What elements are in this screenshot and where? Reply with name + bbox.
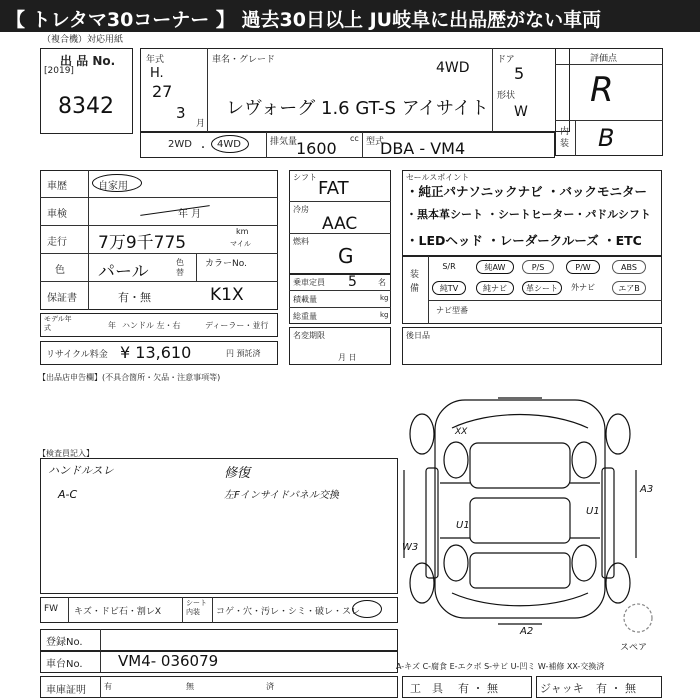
- equip-abs: ABS: [612, 260, 646, 274]
- shift-value: FAT: [318, 178, 349, 199]
- mileage-unit-km: km: [236, 227, 249, 236]
- header-note: （複合機）対応用紙: [42, 35, 124, 45]
- legend: A-キズ C-腐食 E-エクボ S-サビ U-凹ミ W-補修 XX-交換済: [396, 662, 605, 671]
- year-value: 27: [152, 82, 173, 101]
- equip-navi: 純ナビ: [476, 281, 514, 295]
- sales-point-1: ・純正パナソニックナビ ・バックモニター: [406, 184, 647, 199]
- lot-label: 出 品 No.: [60, 54, 116, 68]
- shape-value: W: [514, 104, 528, 120]
- sales-point-3: ・LEDヘッド ・レーダークルーズ ・ETC: [406, 233, 642, 248]
- year-label: 年式: [146, 55, 165, 65]
- interior-label: 内装: [560, 127, 570, 149]
- aircon-value: AAC: [322, 214, 358, 234]
- recycle-unit: 円 預託済: [226, 349, 261, 358]
- mark-u1-left: U1: [456, 520, 470, 531]
- model-year-unit: 年: [108, 321, 116, 330]
- mark-xx: XX: [455, 427, 468, 437]
- tools-label: 工 具: [410, 682, 443, 695]
- inspector-right-2: 左Fインサイドパネル交換: [224, 490, 339, 501]
- color-code-label: カラーNo.: [205, 259, 247, 269]
- recycle-value: ¥ 13,610: [120, 343, 192, 362]
- capacity-label: 乗車定員: [293, 278, 325, 287]
- displacement-value: 1600: [296, 139, 337, 158]
- mileage-value: 7万9千775: [98, 233, 187, 253]
- chassis-label: 車台No.: [46, 659, 83, 670]
- seat-text: コゲ・穴・汚レ・シミ・破レ・スレ: [216, 607, 361, 617]
- cert-label: 車庫証明: [46, 685, 86, 696]
- score-value: R: [590, 70, 614, 110]
- navi-model-label: ナビ型番: [436, 306, 468, 315]
- inspection-value: 年 月: [178, 209, 202, 220]
- history-label: 車歴: [47, 181, 67, 192]
- drive-2wd: 2WD: [168, 139, 192, 150]
- inspector-left-1: ハンドルスレ: [48, 464, 114, 477]
- mark-w3: W3: [402, 542, 419, 553]
- drive-4wd: 4WD: [217, 139, 241, 150]
- inspector-label: 【検査員記入】: [38, 449, 94, 458]
- year-month-unit: 月: [196, 119, 206, 129]
- warranty-value: 有・無: [118, 291, 151, 304]
- equip-sr: S/R: [442, 262, 456, 271]
- cert-opt-3: 済: [266, 682, 274, 691]
- fuel-value: G: [338, 244, 354, 268]
- chassis-value: VM4- 036079: [118, 652, 219, 670]
- shape-label: 形状: [497, 91, 516, 101]
- registration-label: 登録No.: [46, 637, 83, 648]
- color-label: 色: [55, 265, 65, 276]
- equip-leather: 革シート: [522, 281, 562, 295]
- model-year-handle: ハンドル 左・右: [122, 321, 181, 330]
- lot-tag: [2019]: [44, 66, 74, 76]
- seat-label: シート内装: [186, 599, 207, 616]
- model-label: 型式: [366, 137, 385, 147]
- mileage-unit-mile: マイル: [230, 240, 251, 248]
- cert-opt-2: 無: [186, 682, 194, 691]
- cert-row: [40, 676, 398, 698]
- history-value: 自家用: [98, 181, 128, 192]
- chassis-row: [40, 651, 398, 673]
- equip-pw: P/W: [566, 260, 600, 274]
- mark-a2: A2: [520, 626, 534, 637]
- fuel-label: 燃料: [293, 237, 309, 246]
- name-value: レヴォーグ 1.6 GT-S アイサイト: [226, 98, 489, 119]
- recycle-label: リサイクル料金: [46, 350, 108, 360]
- doors-value: 5: [514, 64, 525, 83]
- mark-a3: A3: [640, 484, 654, 495]
- inspector-left-2: A-C: [58, 488, 78, 501]
- later-date-label: 後日品: [406, 331, 430, 340]
- load-unit: kg: [380, 294, 389, 302]
- warranty-label: 保証書: [47, 293, 77, 304]
- sales-point-2: ・黒本革シート ・シートヒーター・パドルシフト: [406, 208, 651, 221]
- equip-tv: 純TV: [432, 281, 466, 295]
- inspector-box: [40, 458, 398, 594]
- later-date-box: [402, 327, 662, 365]
- color-code-value: K1X: [210, 285, 244, 305]
- name-label: 車名・グレード: [212, 55, 276, 65]
- jack-label: ジャッキ: [540, 682, 584, 695]
- spare-label: スペア: [620, 643, 648, 650]
- equip-airbag: エアB: [612, 281, 646, 295]
- model-year-label: モデル年式: [44, 315, 72, 332]
- capacity-unit: 名: [378, 278, 386, 287]
- banner-title: 【 トレタマ30コーナー 】 過去30日以上 JU岐阜に出品歴がない車両: [6, 9, 602, 31]
- fw-text: キズ・ドビ石・割レX: [74, 607, 161, 617]
- load-label: 積載量: [293, 295, 317, 304]
- color-change-label: 色替: [176, 258, 184, 277]
- equipment-label: 装備: [410, 270, 420, 294]
- name-drive-note: 4WD: [436, 60, 470, 76]
- doors-label: ドア: [497, 55, 515, 65]
- drive-separator: ・: [198, 143, 208, 154]
- fw-label: FW: [44, 604, 59, 614]
- sales-points-label: セールスポイント: [406, 173, 470, 182]
- year-era: H.: [150, 66, 164, 81]
- car-diagram: [400, 388, 690, 650]
- color-value: パール: [98, 262, 149, 282]
- equip-ext-navi: 外ナビ: [571, 283, 595, 292]
- seat-circle: [352, 600, 382, 618]
- weight-unit: kg: [380, 311, 389, 319]
- score-label: 評価点: [590, 54, 618, 64]
- displacement-unit: cc: [350, 134, 359, 143]
- model-year-dealer: ディーラー・並行: [205, 321, 269, 330]
- change-date-label: 名変期限: [293, 331, 325, 340]
- displacement-label: 排気量: [270, 137, 298, 147]
- inspection-label: 車検: [47, 209, 67, 220]
- year-month: 3: [176, 104, 186, 122]
- aircon-label: 冷房: [293, 205, 309, 214]
- model-value: DBA - VM4: [380, 139, 466, 158]
- change-date-unit: 月 日: [338, 353, 357, 362]
- jack-value: 有 ・ 無: [596, 682, 636, 695]
- notice-label: 【出品店申告欄】(不具合箇所・欠品・注意事項等): [38, 373, 221, 382]
- shift-label: シフト: [293, 173, 317, 182]
- equip-ps: P/S: [522, 260, 554, 274]
- interior-value: B: [598, 124, 615, 152]
- cert-opt-1: 有: [104, 682, 112, 691]
- weight-label: 総重量: [293, 312, 317, 321]
- capacity-value: 5: [348, 274, 357, 290]
- mileage-label: 走行: [47, 237, 67, 248]
- lot-number: 8342: [58, 94, 114, 119]
- inspector-right-1: 修復: [224, 466, 251, 481]
- tools-value: 有 ・ 無: [458, 682, 498, 695]
- registration-row: [40, 629, 398, 651]
- equip-aw: 純AW: [476, 260, 514, 274]
- mark-u1-right: U1: [586, 506, 600, 517]
